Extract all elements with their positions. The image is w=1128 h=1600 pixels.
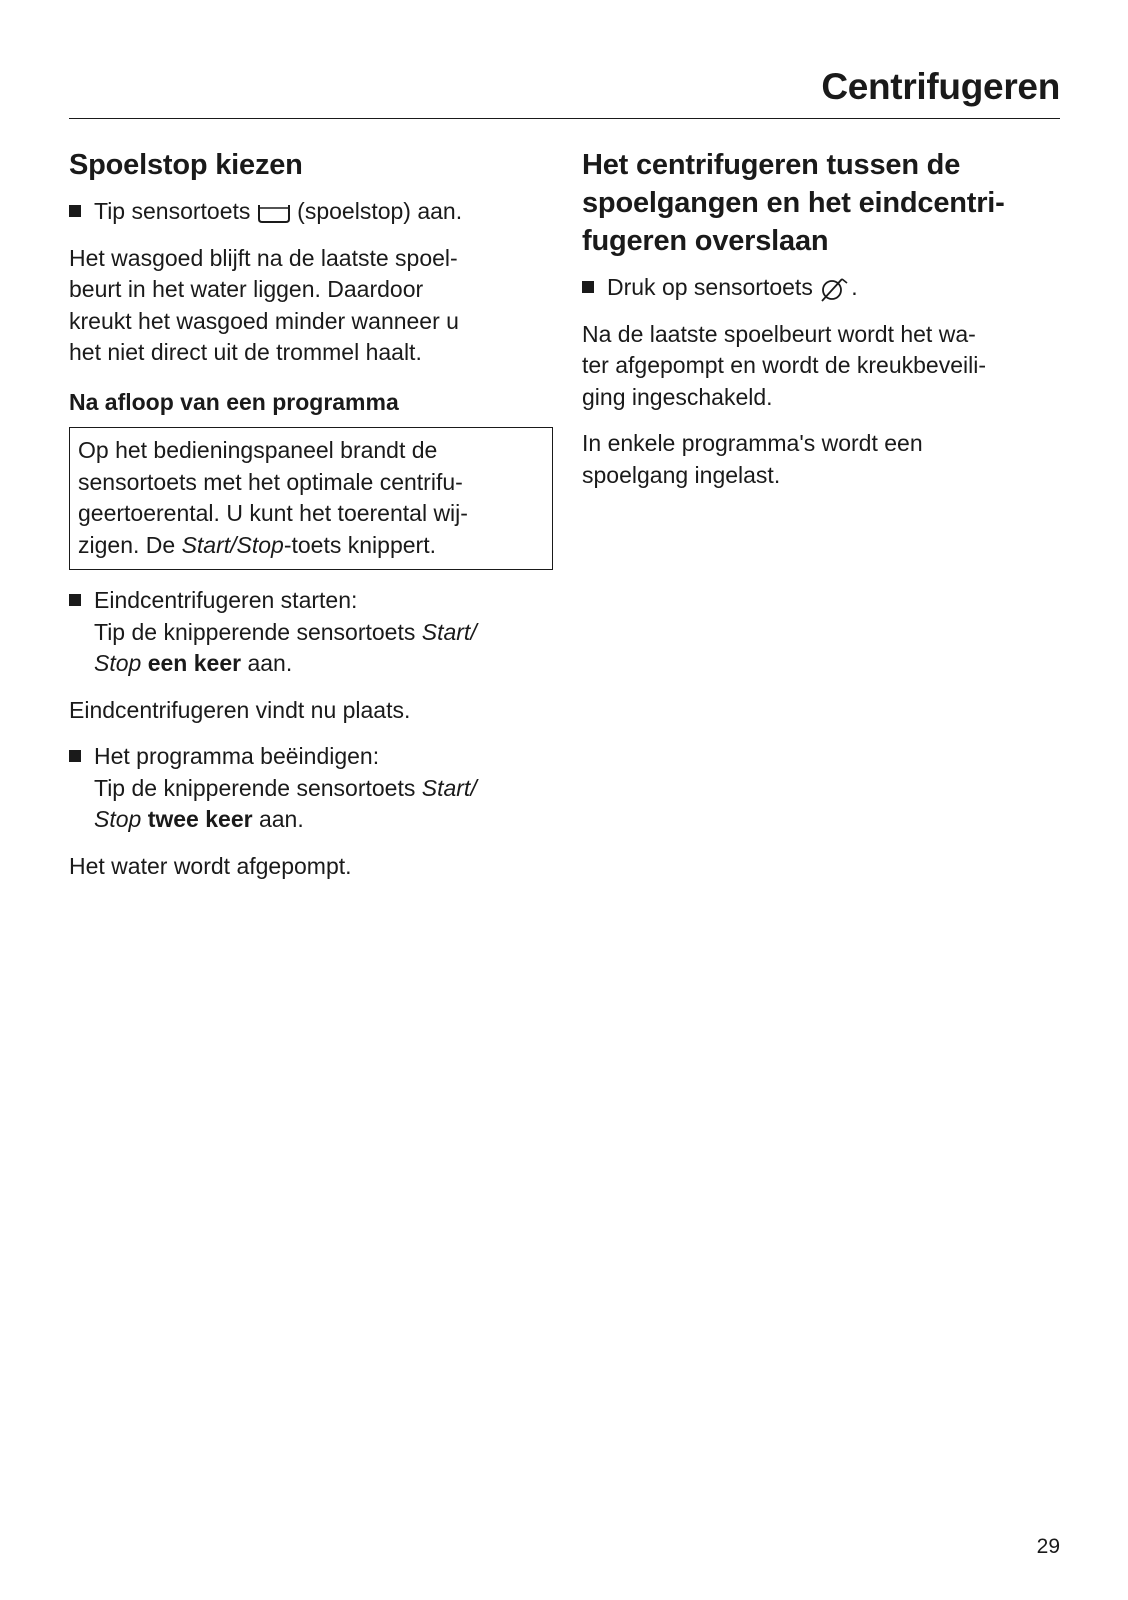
paragraph-water-afgepompt: Het water wordt afgepompt. xyxy=(69,852,352,879)
section-heading-spoelstop: Spoelstop kiezen xyxy=(69,149,303,181)
page-title: Centrifugeren xyxy=(821,66,1060,107)
bullet-item-spoelstop xyxy=(69,196,553,228)
page-number: 29 xyxy=(1036,1535,1060,1558)
bullet-square-icon xyxy=(69,750,81,762)
left-column xyxy=(69,146,553,882)
bullet-item-druk-sensortoets xyxy=(582,272,1060,304)
bullet-text: Tip sensortoets (spoelstop) aan. xyxy=(94,198,463,224)
bullet-text: Het programma beëindigen: Tip de knipperende sensortoets Start/ Stop twee keer aan. xyxy=(94,743,477,832)
paragraph-spoelgang-ingelast: In enkele programma's wordt een spoelgang ingelast. xyxy=(582,430,923,488)
rinse-hold-tub-icon xyxy=(257,202,291,224)
bullet-text: Druk op sensortoets . xyxy=(607,272,1060,304)
info-box xyxy=(69,427,553,570)
bullet-item-eindcentrifugeren xyxy=(69,585,553,680)
subheading-na-afloop: Na afloop van een programma xyxy=(69,388,399,415)
page-header xyxy=(69,62,1060,119)
bullet-text: Eindcentrifugeren starten: Tip de knipperende sensortoets Start/ Stop een keer aan. xyxy=(94,587,477,676)
paragraph-eindcentrifugeren-result: Eindcentrifugeren vindt nu plaats. xyxy=(69,696,411,723)
no-spin-icon xyxy=(819,275,851,303)
paragraph-kreukbeveiliging: Na de laatste spoelbeurt wordt het wa- ter afgepompt en wordt de kreukbeveili- ging ingeschakeld. xyxy=(582,320,986,410)
paragraph-spoelstop-description: Het wasgoed blijft na de laatste spoel- beurt in het water liggen. Daardoor kreukt het wasgoed minder wanneer u het niet direct uit de trommel haalt. xyxy=(69,244,459,365)
bullet-square-icon xyxy=(69,205,81,217)
bullet-square-icon xyxy=(69,594,81,606)
bullet-square-icon xyxy=(582,281,594,293)
right-column xyxy=(582,146,1060,491)
bullet-item-programma-beeindigen xyxy=(69,741,553,836)
section-heading-overslaan: Het centrifugeren tussen de spoelgangen en het eindcentri- fugeren overslaan xyxy=(582,149,1005,257)
info-box-text: Op het bedieningspaneel brandt de sensortoets met het optimale centrifu- geertoerental. U kunt het toerental wij- zigen. De Start/Stop-toets knippert. xyxy=(78,437,468,558)
